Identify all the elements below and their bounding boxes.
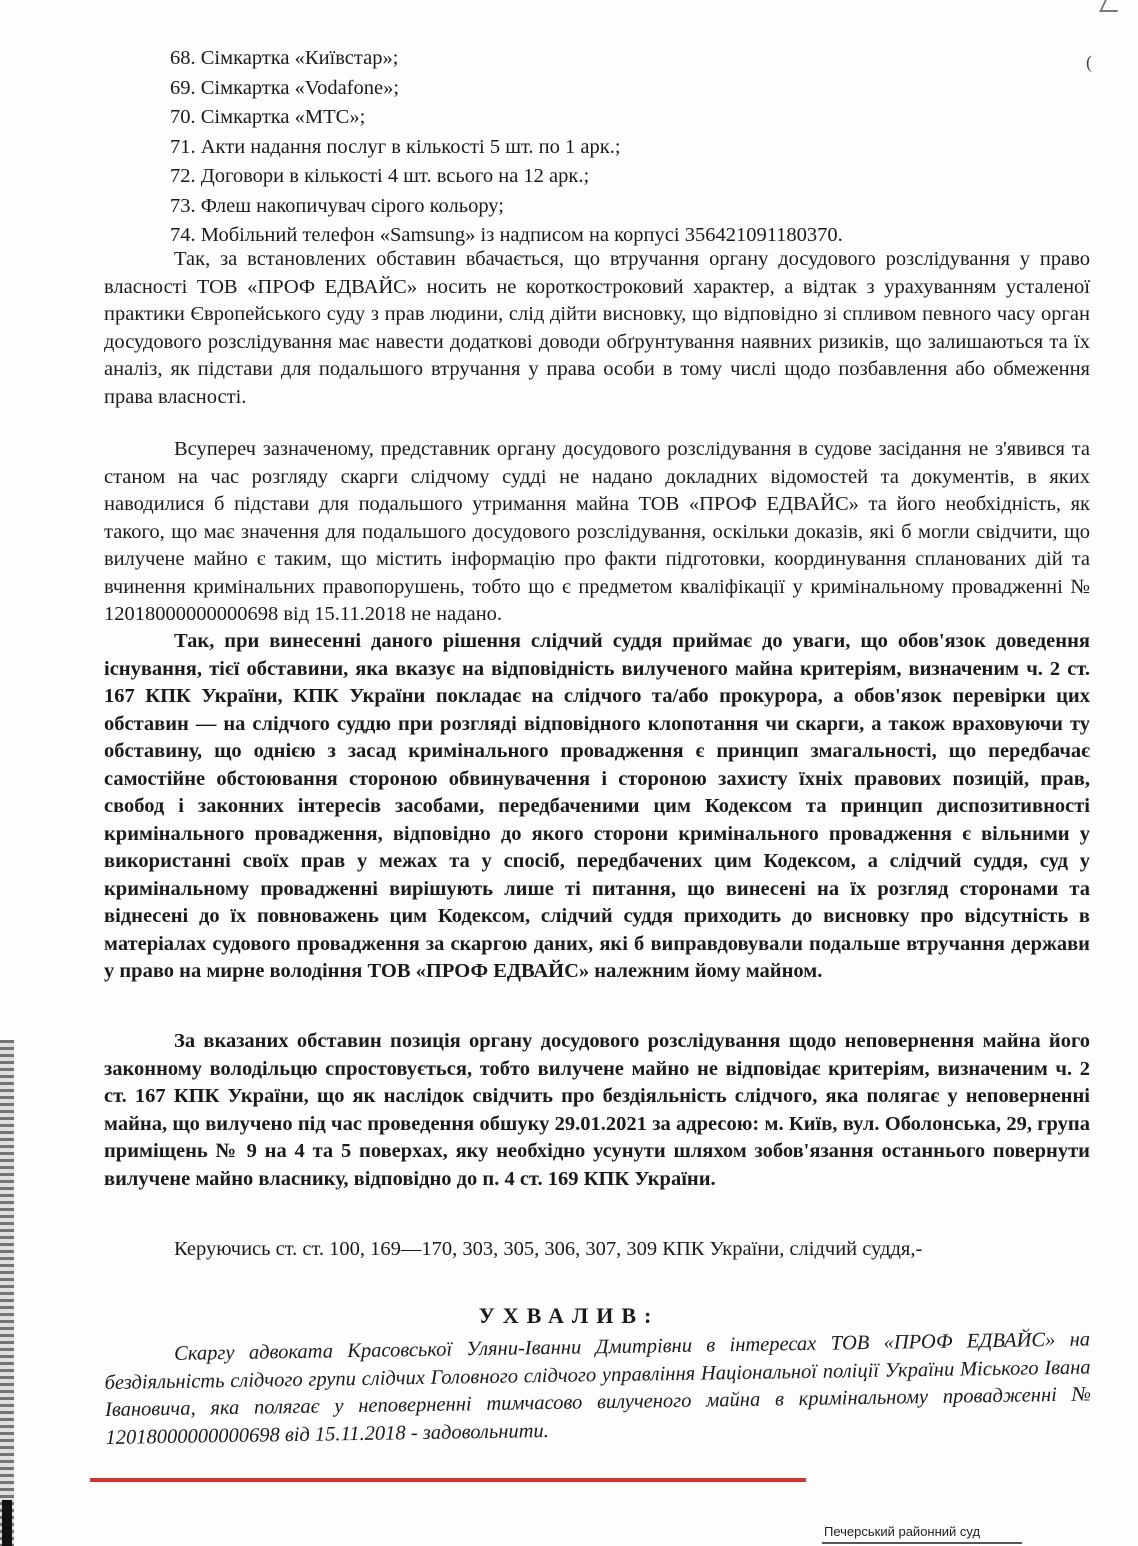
list-item: 72. Договори в кількості 4 шт. всього на 12 арк.; — [170, 165, 590, 187]
corner-mark — [1099, 0, 1123, 12]
scan-left-edge — [0, 1040, 14, 1546]
list-item: 71. Акти надання послуг в кількості 5 шт. по 1 арк.; — [170, 135, 621, 158]
list-item: 73. Флеш накопичувач сірого кольору; — [170, 194, 504, 217]
list-item: 70. Сімкартка «МТС»; — [170, 106, 366, 128]
stamp-line — [822, 1542, 1022, 1544]
red-underline — [90, 1478, 806, 1482]
ruling-heading: УХВАЛИВ: — [478, 1303, 660, 1328]
list-item: 69. Сімкартка «Vodafone»; — [170, 76, 400, 99]
scan-left-edge-dark — [2, 1500, 12, 1546]
list-item: 74. Мобільний телефон «Samsung» із надписом на корпусі 356421091180370. — [170, 224, 843, 246]
paragraph-conclusion: За вказаних обставин позиція органу досудового розслідування щодо неповернення майна його законному володільцю спростовується, тобто вилучене майно не відповідає критеріям, визначеним ч. 2 ст. 167 КПК України, що як наслідок свідчить про бездіяльність слідчого, яка полягає у неповерненні майна, що вилучено під час проведення обшуку 29.01.2021 за адресою: м. Київ, вул. Оболонська, 29, група приміщень № 9 на 4 та 5 поверхах, яку необхідно усунути шляхом зобов'язання останнього повернути вилучене майно власнику, відповідно до п. 4 ст. 169 КПК України. — [104, 1030, 1090, 1190]
paragraph-interference-assessment: Так, за встановлених обставин вбачається, що втручання органу досудового розслідування у право власності ТОВ «ПРОФ ЕДВАЙС» носить не короткостроковий характер, а відтак з урахуванням усталеної практики Європейського суду з прав людини, слід дійти висновку, що відповідно зі спливом певного часу орган досудового розслідування має навести додаткові доводи обґрунтування наявних ризиків, що залишаються та їх аналіз, як підстави для подальшого втручання у права особи в тому числі щодо позбавлення або обмеження права власності. — [104, 248, 1090, 408]
paragraph-burden-of-proof: Так, при винесенні даного рішення слідчий суддя приймає до уваги, що обов'язок доведення існування, тієї обставини, яка вказує на відповідність вилученого майна критеріям, визначеним ч. 2 ст. 167 КПК України, КПК України покладає на слідчого та/або прокурора, а обов'язок перевірки цих обставин — на слідчого суддю при розгляді відповідного клопотання чи скарги, а також враховуючи ту обставину, що однією з засад кримінального провадження є принцип змагальності, що передбачає самостійне обстоювання стороною обвинувачення і стороною захисту їхніх правових позицій, прав, свобод і законних інтересів засобами, передбаченими цим Кодексом та принцип диспозитивності кримінального провадження, відповідно до якого сторони кримінального провадження є вільними у використанні своїх прав у межах та у спосіб, передбачених цим Кодексом, а слідчий суддя, суд у кримінальному провадженні вирішують лише ті питання, що винесені на їх розгляд сторонами та віднесені до їх повноважень цим Кодексом, слідчий суддя приходить до висновку про відсутність в матеріалах судового провадження за скаргою даних, які б виправдовували подальше втручання держави у право на мирне володіння ТОВ «ПРОФ ЕДВАЙС» належним йому майном. — [104, 630, 1090, 982]
paragraph-legal-basis: Керуючись ст. ст. 100, 169—170, 303, 305, 306, 307, 309 КПК України, слідчий суддя,- — [174, 1238, 923, 1260]
paragraph-missing-evidence: Всупереч зазначеному, представник органу досудового розслідування в судове засідання не з'явився та станом на час розгляду скарги слідчому судді не надано докладних відомостей та документів, в яких наводилися б підстави для подальшого утримання майна ТОВ «ПРОФ ЕДВАЙС» та його необхідність, як такого, що має значення для подальшого досудового розслідування, оскільки доказів, які б могли свідчити, що вилучене майно є таким, що містить інформацію про факти підготовки, координування спланованих дій та вчинення кримінальних правопорушень, тобто що є предметом кваліфікації у кримінальному провадженні № 12018000000000698 від 15.11.2018 не надано. — [104, 438, 1090, 625]
margin-mark: ( — [1086, 52, 1092, 72]
list-item: 68. Сімкартка «Київстар»; — [170, 47, 399, 69]
court-stamp-text: Печерський районний суд — [824, 1524, 981, 1539]
seized-items-list — [170, 44, 1070, 251]
paragraph-ruling: Скаргу адвоката Красовської Уляни-Іванни Дмитрівни в інтересах ТОВ «ПРОФ ЕДВАЙС» на бездіяльність слідчого групи слідчих Головного слідчого управління Національної поліції України Міського Івана Івановича, яка полягає у неповерненні тимчасово вилученого майна в кримінальному провадженні № 12018000000000698 від 15.11.2018 - задовольнити. — [104, 1328, 1092, 1449]
